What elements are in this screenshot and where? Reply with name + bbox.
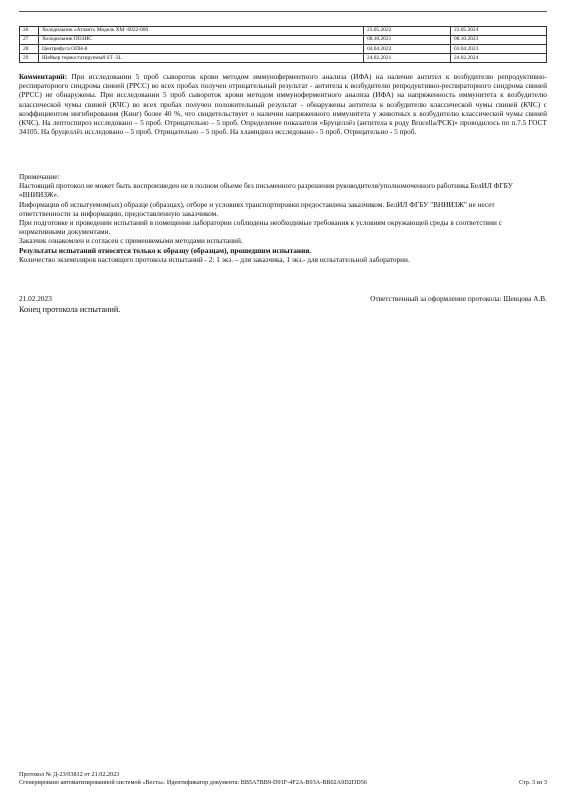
equipment-name: Центрифуга ОПН-8	[39, 45, 364, 54]
note-conditions: При подготовке и проведении испытаний в помещении лаборатории соблюдены необходимые требования к условиям окружающей среды в соответствии с нормативными документами.	[19, 218, 502, 237]
equipment-name: Холодильник «Атлант» Модель ХМ -6022-000	[39, 27, 364, 36]
top-rule	[19, 11, 547, 12]
next-check-date: 03.04.2023	[451, 45, 547, 54]
next-check-date: 08.10.2023	[451, 36, 547, 45]
note-customer-info: Информация об испытуемом(ых) образце (образцах), отборе и условиях транспортировки предоставлена заказчиком. БелИЛ ФГБУ "ВНИИЗЖ" не несет ответственности за информацию, предоставленную заказчиком.	[19, 199, 495, 218]
table-row	[20, 27, 547, 36]
page-footer	[19, 771, 547, 788]
row-number: 29	[20, 54, 39, 63]
notes-section	[19, 172, 547, 264]
comment-label: Комментарий:	[19, 72, 68, 81]
protocol-date: 21.02.2023	[19, 294, 52, 303]
table-row	[20, 36, 547, 45]
page-number: Стр. 3 из 3	[518, 779, 547, 786]
note-methods: Заказчик ознакомлен и согласен с применяемыми методами испытаний.	[19, 236, 243, 246]
row-number: 26	[20, 27, 39, 36]
check-date: 23.05.2022	[364, 27, 451, 36]
table-row	[20, 45, 547, 54]
check-date: 04.04.2022	[364, 45, 451, 54]
note-copies: Количество экземпляров настоящего протокола испытаний - 2: 1 экз. – для заказчика, 1 экз.- для испытательной лаборатории.	[19, 254, 410, 264]
check-date: 08.10.2021	[364, 36, 451, 45]
next-check-date: 23.05.2024	[451, 27, 547, 36]
equipment-name: Шейкер термостатируемый ST -3L	[39, 54, 364, 63]
note-reproduction: Настоящий протокол не может быть воспроизведен не в полном объеме без письменного разрешения руководителя/уполномоченного работника БелИЛ ФГБУ «ВНИИЗЖ».	[19, 181, 513, 200]
table-row	[20, 54, 547, 63]
equipment-name: Холодильник ПОЗИС	[39, 36, 364, 45]
check-date: 24.02.2021	[364, 54, 451, 63]
notes-heading: Примечание:	[19, 172, 60, 181]
row-number: 27	[20, 36, 39, 45]
next-check-date: 24.02.2024	[451, 54, 547, 63]
equipment-table	[19, 26, 547, 63]
footer-protocol: Протокол № Д-23/03812 от 21.02.2023	[19, 771, 120, 778]
footer-generated: Сгенерировано автоматизированной системой «Веста». Идентификатор документа: BB5A7BB9-D91F-4F2A-B93A-BB02A9D2DD56	[19, 779, 367, 786]
row-number: 28	[20, 45, 39, 54]
note-results-scope: Результаты испытаний относятся только к образцу (образцам), прошедшим испытания.	[19, 245, 312, 255]
comment-text: При исследовании 5 проб сывороток крови методом иммуноферментного анализа (ИФА) на наличие антител к возбудителю репродуктивно-респираторного синдрома свиней (РРСС) во всех пробах получен отрицательный результат - антитела к возбудителю репродуктивно-респираторного синдрома свиней (РРСС) не обнаружены. При исследовании 5 проб сывороток крови методом иммуноферментного анализа (ИФА) на напряженность иммунитета к возбудителю классической чумы свиней (КЧС) во всех пробах получен положительный результат - обнаружены антитела к возбудителю классической чумы свиней (КЧС) с коэффициентом ингибирования (Кинг) более 40 %, что свидетельствует о наличии напряженного иммунитета у животных к возбудителю классической чумы свиней (КЧС). На лептоспироз исследовано – 5 проб. Отрицательно – 5 проб. Определение показателя «Бруцеллёз (антитела к роду Brucella/РСК)» проводилось по п.7.5 ГОСТ 34105. На бруцеллёз исследовано – 5 проб. Отрицательно – 5 проб. На хламидиоз исследовано - 5 проб. Отрицательно - 5 проб.	[19, 72, 547, 137]
responsible-person: Ответственный за оформление протокола: Шевцова А.В.	[370, 294, 547, 303]
signature-section	[19, 294, 547, 314]
protocol-end: Конец протокола испытаний.	[19, 305, 121, 314]
comment-section	[19, 72, 547, 136]
